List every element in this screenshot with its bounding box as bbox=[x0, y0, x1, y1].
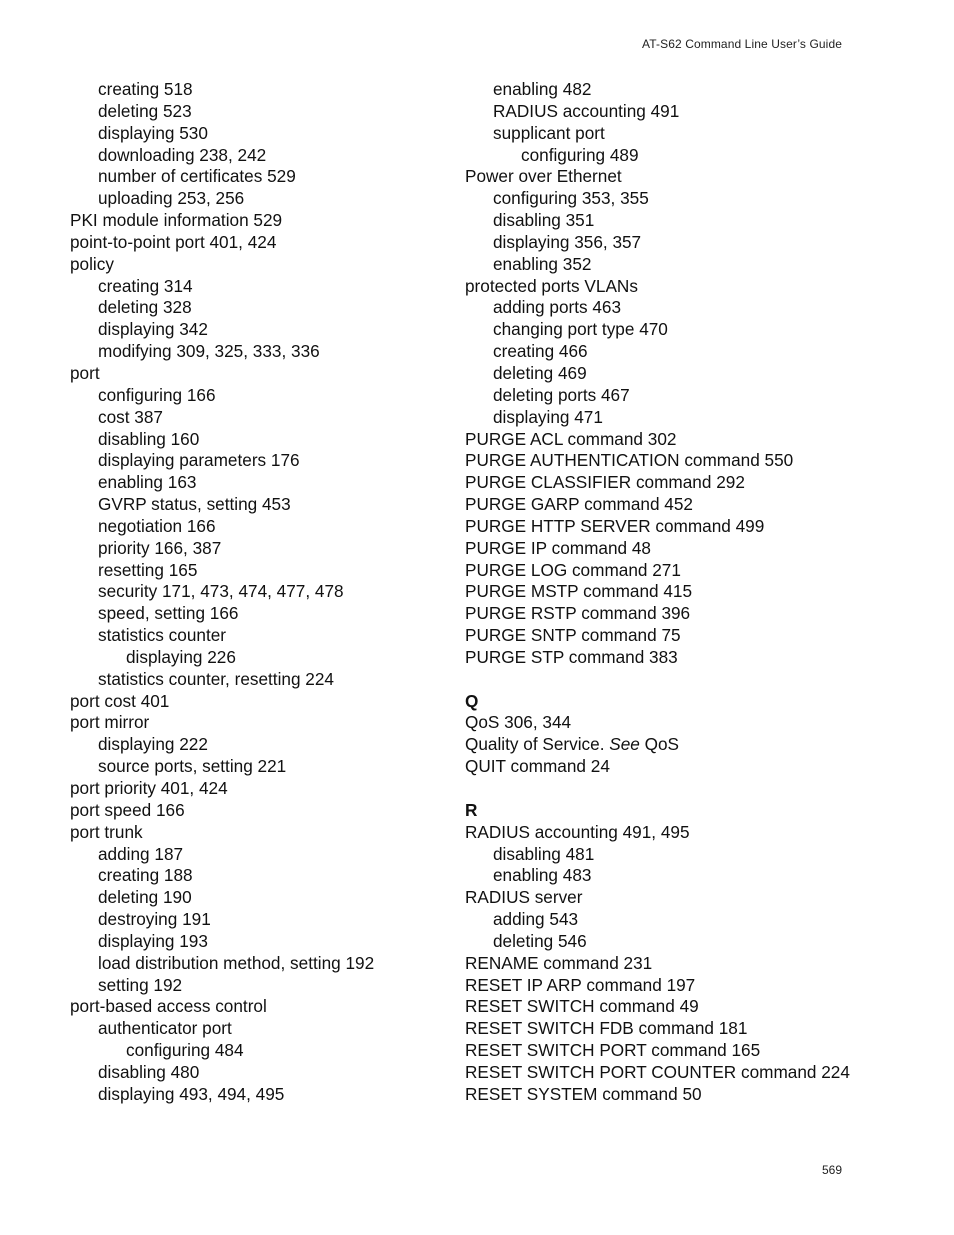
index-subentry: resetting 165 bbox=[98, 559, 198, 580]
section-letter-r: R bbox=[465, 799, 478, 820]
index-subentry: downloading 238, 242 bbox=[98, 144, 267, 165]
index-entry: RESET SWITCH command 49 bbox=[465, 996, 699, 1017]
index-subentry: authenticator port bbox=[98, 1018, 232, 1039]
index-entry: PURGE ACL command 302 bbox=[465, 428, 677, 449]
section-gap bbox=[465, 669, 865, 691]
index-subentry: changing port type 470 bbox=[493, 319, 668, 340]
index-subentry: disabling 481 bbox=[493, 843, 595, 864]
index-subentry: statistics counter bbox=[98, 625, 226, 646]
index-entry: PURGE HTTP SERVER command 499 bbox=[465, 515, 765, 536]
index-subentry: configuring 484 bbox=[126, 1040, 244, 1061]
index-subentry: uploading 253, 256 bbox=[98, 188, 245, 209]
index-subentry: enabling 483 bbox=[493, 865, 592, 886]
index-column-left bbox=[70, 79, 450, 1106]
page-number: 569 bbox=[821, 1163, 842, 1177]
section-letter-q: Q bbox=[465, 690, 479, 711]
index-subentry: GVRP status, setting 453 bbox=[98, 494, 291, 515]
see-entry-term: Quality of Service. bbox=[465, 734, 610, 755]
index-subentry: creating 518 bbox=[98, 79, 193, 99]
index-entry-see bbox=[465, 734, 865, 756]
index-entry: RESET SWITCH PORT COUNTER command 224 bbox=[465, 1061, 850, 1082]
index-entry: RESET SWITCH FDB command 181 bbox=[465, 1018, 748, 1039]
index-entry: PURGE SNTP command 75 bbox=[465, 625, 681, 646]
index-subentry: displaying 342 bbox=[98, 319, 208, 340]
index-entry: PURGE LOG command 271 bbox=[465, 559, 681, 580]
index-subentry: destroying 191 bbox=[98, 909, 211, 930]
index-entry: port cost 401 bbox=[70, 690, 170, 711]
index-column-right bbox=[465, 79, 865, 1106]
index-subentry: displaying 193 bbox=[98, 930, 208, 951]
index-entry: QUIT command 24 bbox=[465, 756, 610, 777]
index-entry: protected ports VLANs bbox=[465, 275, 638, 296]
index-subentry: enabling 163 bbox=[98, 472, 197, 493]
index-subentry: cost 387 bbox=[98, 406, 163, 427]
index-subentry: supplicant port bbox=[493, 122, 605, 143]
index-entry: RENAME command 231 bbox=[465, 952, 653, 973]
index-subentry: RADIUS accounting 491 bbox=[493, 100, 680, 121]
index-subentry: deleting 523 bbox=[98, 100, 192, 121]
index-subentry: modifying 309, 325, 333, 336 bbox=[98, 341, 320, 362]
index-subentry: disabling 351 bbox=[493, 210, 595, 231]
index-entry: PURGE RSTP command 396 bbox=[465, 603, 691, 624]
index-subentry: deleting 328 bbox=[98, 297, 192, 318]
index-entry: RESET IP ARP command 197 bbox=[465, 974, 696, 995]
index-entry: RESET SWITCH PORT command 165 bbox=[465, 1040, 761, 1061]
index-subentry: deleting 469 bbox=[493, 362, 587, 383]
index-entry: point-to-point port 401, 424 bbox=[70, 231, 277, 252]
index-subentry: enabling 482 bbox=[493, 79, 592, 99]
index-entry: port bbox=[70, 362, 100, 383]
index-subentry: negotiation 166 bbox=[98, 515, 216, 536]
index-entry: Power over Ethernet bbox=[465, 166, 622, 187]
index-subentry: adding ports 463 bbox=[493, 297, 622, 318]
index-subentry: creating 466 bbox=[493, 341, 588, 362]
running-header: AT-S62 Command Line User’s Guide bbox=[642, 37, 842, 51]
index-group-r bbox=[465, 822, 865, 1106]
index-entry: QoS 306, 344 bbox=[465, 712, 572, 733]
index-entry: RADIUS server bbox=[465, 887, 583, 908]
index-subentry: deleting 546 bbox=[493, 930, 587, 951]
index-subentry: disabling 480 bbox=[98, 1061, 200, 1082]
index-subentry: load distribution method, setting 192 bbox=[98, 952, 375, 973]
index-entry: PURGE AUTHENTICATION command 550 bbox=[465, 450, 794, 471]
index-entry: PURGE GARP command 452 bbox=[465, 494, 693, 515]
index-entry: port priority 401, 424 bbox=[70, 778, 228, 798]
index-subentry: deleting ports 467 bbox=[493, 384, 630, 405]
index-subentry: number of certificates 529 bbox=[98, 166, 296, 187]
see-entry-target: QoS bbox=[639, 734, 680, 755]
index-subentry: disabling 160 bbox=[98, 428, 200, 449]
index-entry: RADIUS accounting 491, 495 bbox=[465, 821, 690, 842]
index-subentry: configuring 353, 355 bbox=[493, 188, 649, 209]
index-entry: port trunk bbox=[70, 821, 143, 842]
see-reference-label: See bbox=[609, 734, 640, 755]
index-subentry: speed, setting 166 bbox=[98, 603, 239, 624]
index-entry: PURGE MSTP command 415 bbox=[465, 581, 693, 602]
index-subentry: configuring 489 bbox=[521, 144, 639, 165]
index-subentry: creating 314 bbox=[98, 275, 193, 296]
index-subentry: setting 192 bbox=[98, 974, 183, 995]
index-subentry: deleting 190 bbox=[98, 887, 192, 908]
index-subentry: configuring 166 bbox=[98, 384, 216, 405]
index-entry: PURGE CLASSIFIER command 292 bbox=[465, 472, 745, 493]
index-subentry: displaying 471 bbox=[493, 406, 603, 427]
index-subentry: displaying 493, 494, 495 bbox=[98, 1083, 285, 1104]
index-entry: policy bbox=[70, 253, 114, 274]
index-entry: PURGE IP command 48 bbox=[465, 537, 651, 558]
index-subentry: adding 187 bbox=[98, 843, 184, 864]
index-entry: port mirror bbox=[70, 712, 150, 733]
index-group-p-continued bbox=[465, 79, 865, 669]
index-entry: PKI module information 529 bbox=[70, 210, 283, 231]
index-entry: RESET SYSTEM command 50 bbox=[465, 1083, 702, 1104]
index-subentry: adding 543 bbox=[493, 909, 579, 930]
index-subentry: source ports, setting 221 bbox=[98, 756, 287, 777]
index-subentry: statistics counter, resetting 224 bbox=[98, 668, 334, 689]
index-subentry: priority 166, 387 bbox=[98, 537, 222, 558]
section-gap bbox=[465, 778, 865, 800]
index-entry: PURGE STP command 383 bbox=[465, 646, 678, 667]
index-subentry: enabling 352 bbox=[493, 253, 592, 274]
index-subentry: displaying 226 bbox=[126, 646, 236, 667]
index-entry: port-based access control bbox=[70, 996, 267, 1017]
index-subentry: displaying parameters 176 bbox=[98, 450, 300, 471]
index-entry: port speed 166 bbox=[70, 799, 185, 820]
index-subentry: displaying 356, 357 bbox=[493, 231, 642, 252]
index-subentry: security 171, 473, 474, 477, 478 bbox=[98, 581, 344, 602]
index-subentry: displaying 222 bbox=[98, 734, 208, 755]
index-subentry: displaying 530 bbox=[98, 122, 208, 143]
index-subentry: creating 188 bbox=[98, 865, 193, 886]
